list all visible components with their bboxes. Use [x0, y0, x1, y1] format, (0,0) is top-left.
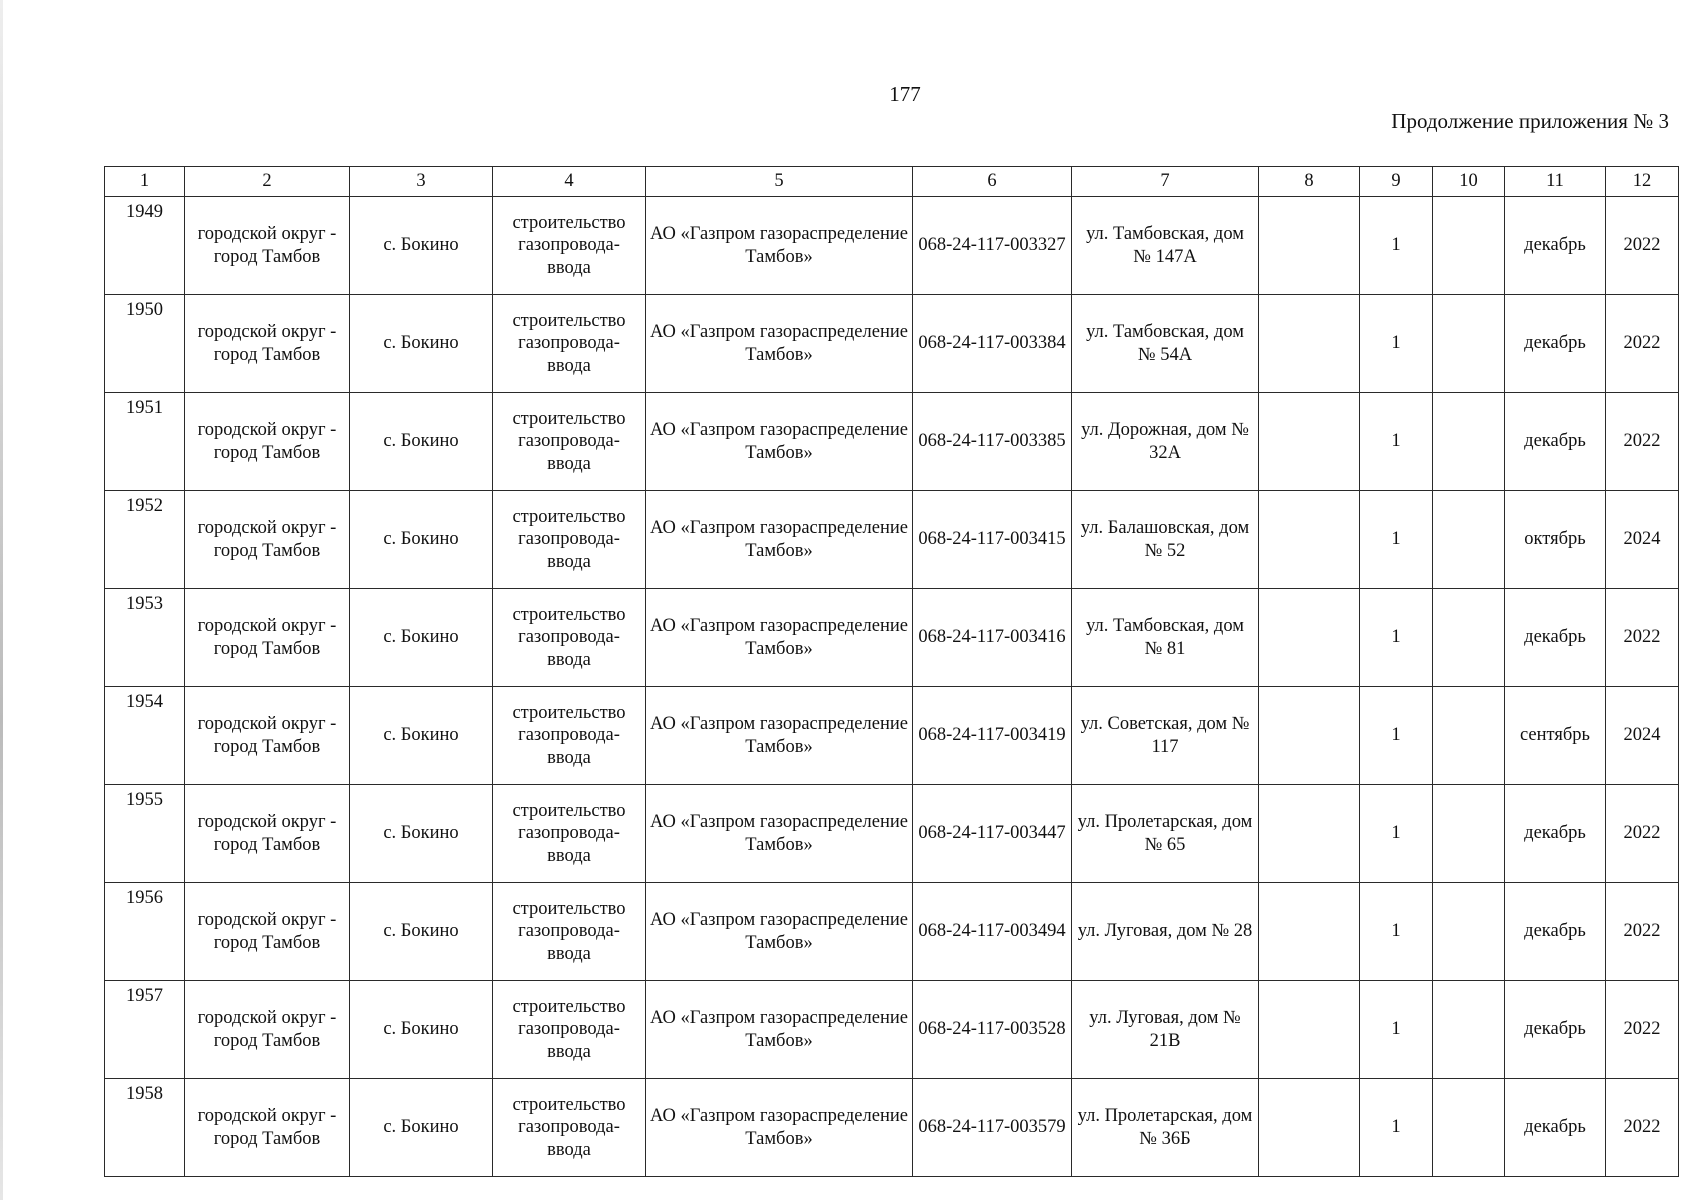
column-header-2: 2	[185, 167, 350, 197]
row-number-cell: 1958	[105, 1079, 185, 1177]
column-10-cell	[1433, 197, 1505, 295]
row-number-cell: 1951	[105, 393, 185, 491]
locality-cell: с. Бокино	[350, 1079, 493, 1177]
table-row	[105, 785, 1679, 883]
year-cell: 2022	[1606, 1079, 1679, 1177]
column-8-cell	[1259, 785, 1360, 883]
code-cell: 068-24-117-003528	[913, 981, 1072, 1079]
year-cell: 2022	[1606, 883, 1679, 981]
row-number-cell: 1955	[105, 785, 185, 883]
month-cell: декабрь	[1505, 393, 1606, 491]
column-8-cell	[1259, 1079, 1360, 1177]
column-10-cell	[1433, 589, 1505, 687]
table-row	[105, 589, 1679, 687]
code-cell: 068-24-117-003385	[913, 393, 1072, 491]
organization-cell: АО «Газпром газораспределение Тамбов»	[646, 589, 913, 687]
locality-cell: с. Бокино	[350, 981, 493, 1079]
code-cell: 068-24-117-003415	[913, 491, 1072, 589]
address-cell: ул. Тамбовская, дом № 147А	[1072, 197, 1259, 295]
quantity-cell: 1	[1360, 785, 1433, 883]
quantity-cell: 1	[1360, 687, 1433, 785]
district-cell: городской округ - город Тамбов	[185, 687, 350, 785]
quantity-cell: 1	[1360, 295, 1433, 393]
year-cell: 2022	[1606, 393, 1679, 491]
year-cell: 2024	[1606, 687, 1679, 785]
code-cell: 068-24-117-003419	[913, 687, 1072, 785]
locality-cell: с. Бокино	[350, 197, 493, 295]
month-cell: декабрь	[1505, 1079, 1606, 1177]
month-cell: октябрь	[1505, 491, 1606, 589]
table-row	[105, 197, 1679, 295]
month-cell: декабрь	[1505, 197, 1606, 295]
work-type-cell: строительство газопровода-ввода	[493, 197, 646, 295]
locality-cell: с. Бокино	[350, 785, 493, 883]
district-cell: городской округ - город Тамбов	[185, 491, 350, 589]
column-header-10: 10	[1433, 167, 1505, 197]
work-type-cell: строительство газопровода-ввода	[493, 883, 646, 981]
row-number-cell: 1952	[105, 491, 185, 589]
work-type-cell: строительство газопровода-ввода	[493, 491, 646, 589]
row-number-cell: 1949	[105, 197, 185, 295]
district-cell: городской округ - город Тамбов	[185, 1079, 350, 1177]
year-cell: 2022	[1606, 981, 1679, 1079]
district-cell: городской округ - город Тамбов	[185, 981, 350, 1079]
address-cell: ул. Луговая, дом № 21В	[1072, 981, 1259, 1079]
column-8-cell	[1259, 589, 1360, 687]
column-header-8: 8	[1259, 167, 1360, 197]
gas-pipeline-registry-table	[104, 166, 1679, 1177]
month-cell: декабрь	[1505, 785, 1606, 883]
appendix-continuation-note: Продолжение приложения № 3	[1391, 109, 1669, 133]
work-type-cell: строительство газопровода-ввода	[493, 295, 646, 393]
row-number-cell: 1950	[105, 295, 185, 393]
month-cell: сентябрь	[1505, 687, 1606, 785]
column-header-6: 6	[913, 167, 1072, 197]
column-header-12: 12	[1606, 167, 1679, 197]
month-cell: декабрь	[1505, 295, 1606, 393]
code-cell: 068-24-117-003384	[913, 295, 1072, 393]
table-row	[105, 883, 1679, 981]
column-header-9: 9	[1360, 167, 1433, 197]
district-cell: городской округ - город Тамбов	[185, 393, 350, 491]
quantity-cell: 1	[1360, 491, 1433, 589]
organization-cell: АО «Газпром газораспределение Тамбов»	[646, 491, 913, 589]
locality-cell: с. Бокино	[350, 883, 493, 981]
quantity-cell: 1	[1360, 981, 1433, 1079]
year-cell: 2022	[1606, 197, 1679, 295]
address-cell: ул. Пролетарская, дом № 36Б	[1072, 1079, 1259, 1177]
organization-cell: АО «Газпром газораспределение Тамбов»	[646, 1079, 913, 1177]
column-10-cell	[1433, 981, 1505, 1079]
district-cell: городской округ - город Тамбов	[185, 197, 350, 295]
row-number-cell: 1957	[105, 981, 185, 1079]
year-cell: 2022	[1606, 785, 1679, 883]
column-8-cell	[1259, 883, 1360, 981]
column-10-cell	[1433, 687, 1505, 785]
work-type-cell: строительство газопровода-ввода	[493, 785, 646, 883]
year-cell: 2022	[1606, 589, 1679, 687]
organization-cell: АО «Газпром газораспределение Тамбов»	[646, 981, 913, 1079]
district-cell: городской округ - город Тамбов	[185, 295, 350, 393]
organization-cell: АО «Газпром газораспределение Тамбов»	[646, 295, 913, 393]
column-8-cell	[1259, 981, 1360, 1079]
work-type-cell: строительство газопровода-ввода	[493, 589, 646, 687]
table-row	[105, 393, 1679, 491]
quantity-cell: 1	[1360, 883, 1433, 981]
column-number-row	[105, 167, 1679, 197]
code-cell: 068-24-117-003327	[913, 197, 1072, 295]
column-10-cell	[1433, 785, 1505, 883]
address-cell: ул. Советская, дом № 117	[1072, 687, 1259, 785]
table-row	[105, 687, 1679, 785]
locality-cell: с. Бокино	[350, 491, 493, 589]
column-10-cell	[1433, 393, 1505, 491]
quantity-cell: 1	[1360, 1079, 1433, 1177]
column-10-cell	[1433, 295, 1505, 393]
month-cell: декабрь	[1505, 981, 1606, 1079]
work-type-cell: строительство газопровода-ввода	[493, 981, 646, 1079]
column-header-7: 7	[1072, 167, 1259, 197]
organization-cell: АО «Газпром газораспределение Тамбов»	[646, 785, 913, 883]
quantity-cell: 1	[1360, 393, 1433, 491]
year-cell: 2024	[1606, 491, 1679, 589]
row-number-cell: 1956	[105, 883, 185, 981]
column-10-cell	[1433, 1079, 1505, 1177]
locality-cell: с. Бокино	[350, 687, 493, 785]
locality-cell: с. Бокино	[350, 393, 493, 491]
column-header-4: 4	[493, 167, 646, 197]
scan-edge-shadow	[0, 0, 3, 1200]
column-8-cell	[1259, 295, 1360, 393]
table-row	[105, 1079, 1679, 1177]
column-10-cell	[1433, 883, 1505, 981]
organization-cell: АО «Газпром газораспределение Тамбов»	[646, 687, 913, 785]
column-8-cell	[1259, 491, 1360, 589]
district-cell: городской округ - город Тамбов	[185, 785, 350, 883]
address-cell: ул. Балашовская, дом № 52	[1072, 491, 1259, 589]
code-cell: 068-24-117-003447	[913, 785, 1072, 883]
column-10-cell	[1433, 491, 1505, 589]
code-cell: 068-24-117-003579	[913, 1079, 1072, 1177]
column-header-3: 3	[350, 167, 493, 197]
locality-cell: с. Бокино	[350, 295, 493, 393]
address-cell: ул. Тамбовская, дом № 81	[1072, 589, 1259, 687]
organization-cell: АО «Газпром газораспределение Тамбов»	[646, 883, 913, 981]
organization-cell: АО «Газпром газораспределение Тамбов»	[646, 393, 913, 491]
column-header-5: 5	[646, 167, 913, 197]
column-8-cell	[1259, 197, 1360, 295]
row-number-cell: 1953	[105, 589, 185, 687]
table-body	[105, 197, 1679, 1177]
column-header-1: 1	[105, 167, 185, 197]
column-8-cell	[1259, 687, 1360, 785]
address-cell: ул. Тамбовская, дом № 54А	[1072, 295, 1259, 393]
column-8-cell	[1259, 393, 1360, 491]
work-type-cell: строительство газопровода-ввода	[493, 1079, 646, 1177]
district-cell: городской округ - город Тамбов	[185, 883, 350, 981]
table-row	[105, 295, 1679, 393]
code-cell: 068-24-117-003494	[913, 883, 1072, 981]
table-row	[105, 981, 1679, 1079]
address-cell: ул. Луговая, дом № 28	[1072, 883, 1259, 981]
address-cell: ул. Дорожная, дом № 32А	[1072, 393, 1259, 491]
table-header	[105, 167, 1679, 197]
quantity-cell: 1	[1360, 197, 1433, 295]
month-cell: декабрь	[1505, 883, 1606, 981]
column-header-11: 11	[1505, 167, 1606, 197]
row-number-cell: 1954	[105, 687, 185, 785]
district-cell: городской округ - город Тамбов	[185, 589, 350, 687]
organization-cell: АО «Газпром газораспределение Тамбов»	[646, 197, 913, 295]
page-number: 177	[889, 82, 921, 106]
work-type-cell: строительство газопровода-ввода	[493, 687, 646, 785]
table-row	[105, 491, 1679, 589]
quantity-cell: 1	[1360, 589, 1433, 687]
work-type-cell: строительство газопровода-ввода	[493, 393, 646, 491]
month-cell: декабрь	[1505, 589, 1606, 687]
year-cell: 2022	[1606, 295, 1679, 393]
address-cell: ул. Пролетарская, дом № 65	[1072, 785, 1259, 883]
locality-cell: с. Бокино	[350, 589, 493, 687]
code-cell: 068-24-117-003416	[913, 589, 1072, 687]
